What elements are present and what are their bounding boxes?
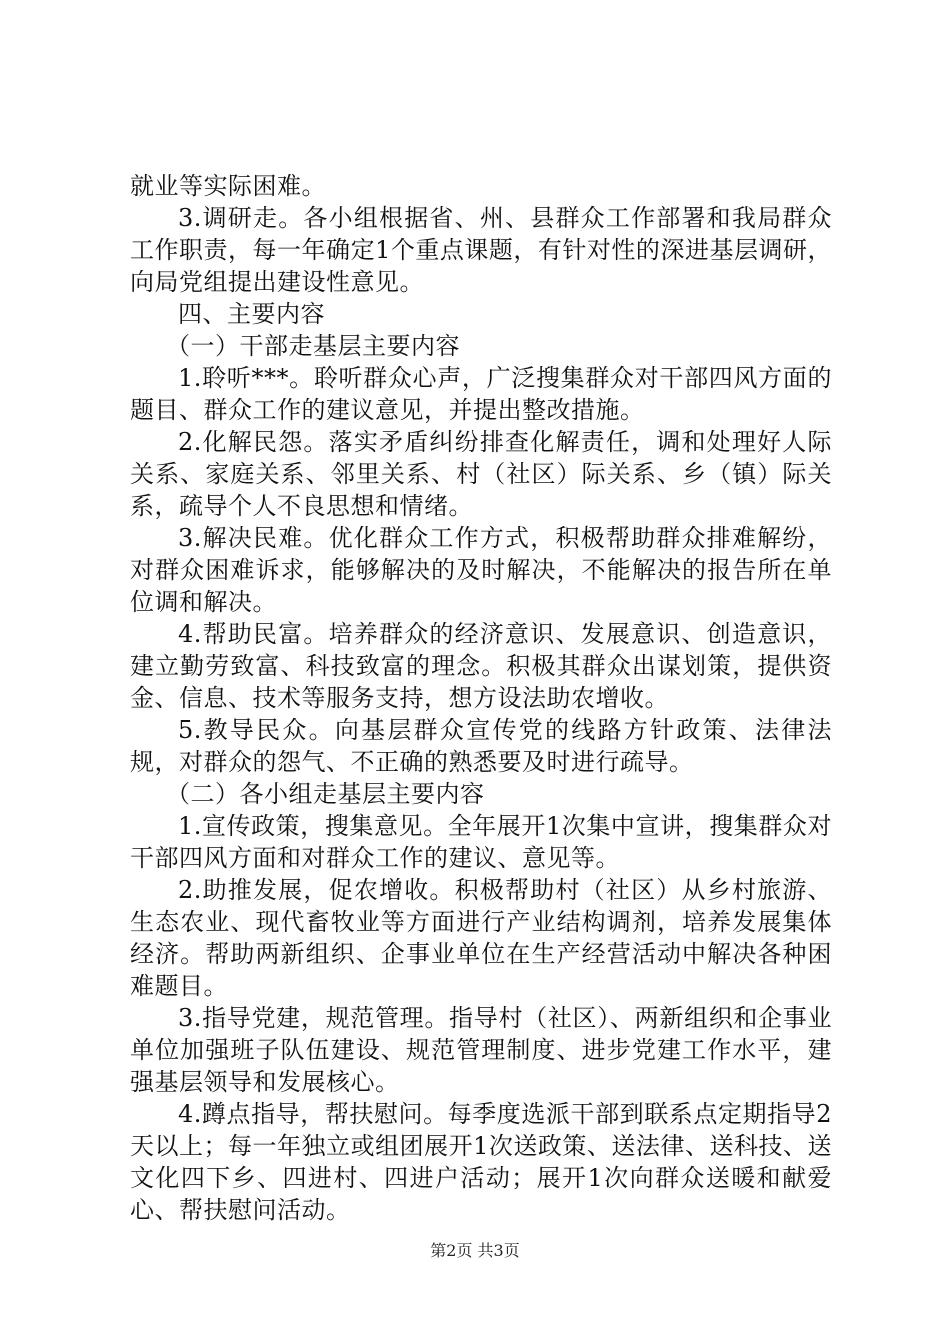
paragraph: 1.宣传政策，搜集意见。全年展开1次集中宣讲，搜集群众对干部四风方面和对群众工作的建议、意见等。 — [130, 812, 832, 872]
paragraph: 3.解决民难。优化群众工作方式，积极帮助群众排难解纷，对群众困难诉求，能够解决的及时解决，不能解决的报告所在单位调和解决。 — [130, 524, 832, 616]
paragraph: 2.化解民怨。落实矛盾纠纷排查化解责任，调和处理好人际关系、家庭关系、邻里关系、村（社区）际关系、乡（镇）际关系，疏导个人不良思想和情绪。 — [130, 428, 832, 520]
paragraph: 5.教导民众。向基层群众宣传党的线路方针政策、法律法规，对群众的怨气、不正确的熟悉要及时进行疏导。 — [130, 716, 832, 776]
subsection-heading: （二）各小组走基层主要内容 — [166, 780, 485, 808]
paragraph: 2.助推发展，促农增收。积极帮助村（社区）从乡村旅游、生态农业、现代畜牧业等方面进行产业结构调剂，培养发展集体经济。帮助两新组织、企事业单位在生产经营活动中解决各种困难题目。 — [130, 876, 832, 1000]
paragraph: 就业等实际困难。 — [130, 172, 326, 200]
paragraph: 3.指导党建，规范管理。指导村（社区）、两新组织和企事业单位加强班子队伍建设、规范管理制度、进步党建工作水平，建强基层领导和发展核心。 — [130, 1004, 832, 1096]
document-body — [130, 170, 832, 1226]
paragraph: 1.聆听***。聆听群众心声，广泛搜集群众对干部四风方面的题目、群众工作的建议意见，并提出整改措施。 — [130, 364, 832, 424]
paragraph: 4.蹲点指导，帮扶慰问。每季度选派干部到联系点定期指导2天以上；每一年独立或组团展开1次送政策、送法律、送科技、送文化四下乡、四进村、四进户活动；展开1次向群众送暖和献爱心、帮扶慰问活动。 — [130, 1100, 832, 1224]
paragraph: 4.帮助民富。培养群众的经济意识、发展意识、创造意识，建立勤劳致富、科技致富的理念。积极其群众出谋划策，提供资金、信息、技术等服务支持，想方设法助农增收。 — [130, 620, 832, 712]
section-heading: 四、主要内容 — [178, 300, 325, 328]
page-number-footer: 第2页 共3页 — [430, 1241, 520, 1260]
subsection-heading: （一）干部走基层主要内容 — [166, 332, 460, 360]
paragraph: 3.调研走。各小组根据省、州、县群众工作部署和我局群众工作职责，每一年确定1个重点课题，有针对性的深进基层调研，向局党组提出建设性意见。 — [130, 204, 832, 296]
